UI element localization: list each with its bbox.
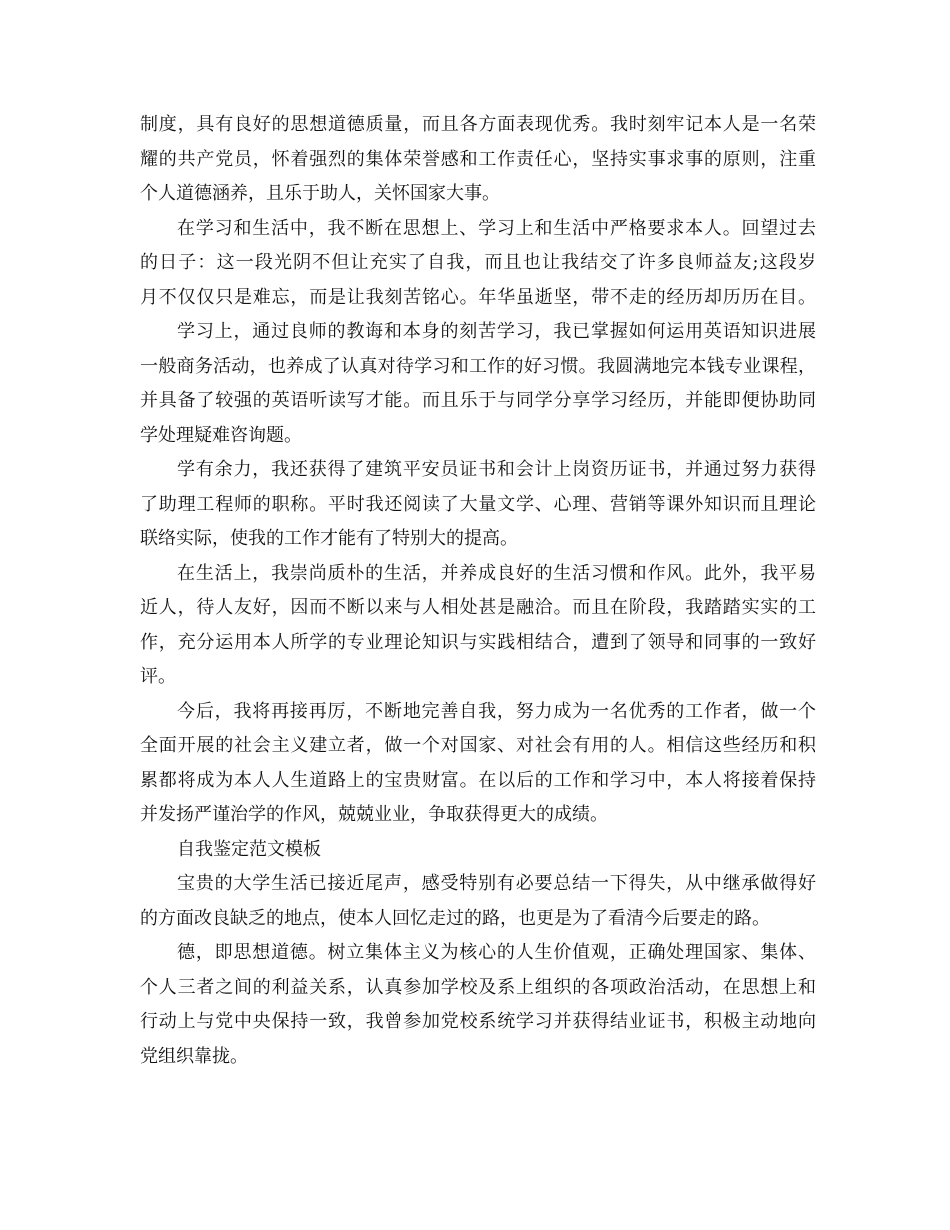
text-line: 并具备了较强的英语听读写才能。而且乐于与同学分享学习经历，并能即便协助同 <box>140 390 816 411</box>
text-line: 个人道德涵养，且乐于助人，关怀国家大事。 <box>140 183 500 204</box>
text-line: 累都将成为本人人生道路上的宝贵财富。在以后的工作和学习中，本人将接着保持 <box>140 769 816 791</box>
text-line: 的方面改良缺乏的地点，使本人回忆走过的路，也更是为了看清今后要走的路。 <box>140 907 770 929</box>
paragraph-first-line: 学有余力，我还获得了建筑平安员证书和会计上岗资历证书，并通过努力获得 <box>177 459 816 480</box>
text-line: 学处理疑难咨询题。 <box>140 424 302 446</box>
text-line: 作，充分运用本人所学的专业理论知识与实践相结合，遭到了领导和同事的一致好 <box>140 631 816 653</box>
text-line: 一般商务活动，也养成了认真对待学习和工作的好习惯。我圆满地完本钱专业课程， <box>140 355 816 377</box>
paragraph-first-line: 今后，我将再接再厉，不断地完善自我，努力成为一名优秀的工作者，做一个 <box>177 700 816 722</box>
paragraph-first-line: 德，即思想道德。树立集体主义为核心的人生价值观，正确处理国家、集体、 <box>177 942 816 963</box>
paragraph-first-line: 在学习和生活中，我不断在思想上、学习上和生活中严格要求本人。回望过去 <box>177 217 816 239</box>
text-line: 近人，待人友好，因而不断以来与人相处甚是融洽。而且在阶段，我踏踏实实的工 <box>140 597 816 618</box>
section-heading: 自我鉴定范文模板 <box>177 838 321 860</box>
text-line: 个人三者之间的利益关系，认真参加学校及系上组织的各项政治活动，在思想上和 <box>140 976 816 998</box>
document-body <box>140 108 816 1074</box>
text-line: 全面开展的社会主义建立者，做一个对国家、对社会有用的人。相信这些经历和积 <box>140 735 816 756</box>
paragraph-first-line: 学习上，通过良师的教诲和本身的刻苦学习，我已掌握如何运用英语知识进展 <box>177 321 816 342</box>
text-line: 了助理工程师的职称。平时我还阅读了大量文学、心理、营销等课外知识而且理论 <box>140 493 816 515</box>
text-line: 评。 <box>140 666 176 687</box>
text-line: 党组织靠拢。 <box>140 1045 248 1067</box>
text-line: 联络实际，使我的工作才能有了特别大的提高。 <box>140 528 518 549</box>
text-line: 行动上与党中央保持一致，我曾参加党校系统学习并获得结业证书，积极主动地向 <box>140 1011 816 1032</box>
text-line: 并发扬严谨治学的作风，兢兢业业，争取获得更大的成绩。 <box>140 804 608 825</box>
paragraph-first-line: 宝贵的大学生活已接近尾声，感受特别有必要总结一下得失，从中继承做得好 <box>177 873 816 894</box>
text-line: 制度，具有良好的思想道德质量，而且各方面表现优秀。我时刻牢记本人是一名荣 <box>140 114 816 135</box>
text-line: 耀的共产党员，怀着强烈的集体荣誉感和工作责任心，坚持实事求事的原则，注重 <box>140 148 816 170</box>
text-line: 的日子：这一段光阴不但让充实了自我，而且也让我结交了许多良师益友;这段岁 <box>140 252 816 273</box>
paragraph-first-line: 在生活上，我崇尚质朴的生活，并养成良好的生活习惯和作风。此外，我平易 <box>177 562 816 584</box>
text-line: 月不仅仅只是难忘，而是让我刻苦铭心。年华虽逝坚，带不走的经历却历历在目。 <box>140 286 816 308</box>
